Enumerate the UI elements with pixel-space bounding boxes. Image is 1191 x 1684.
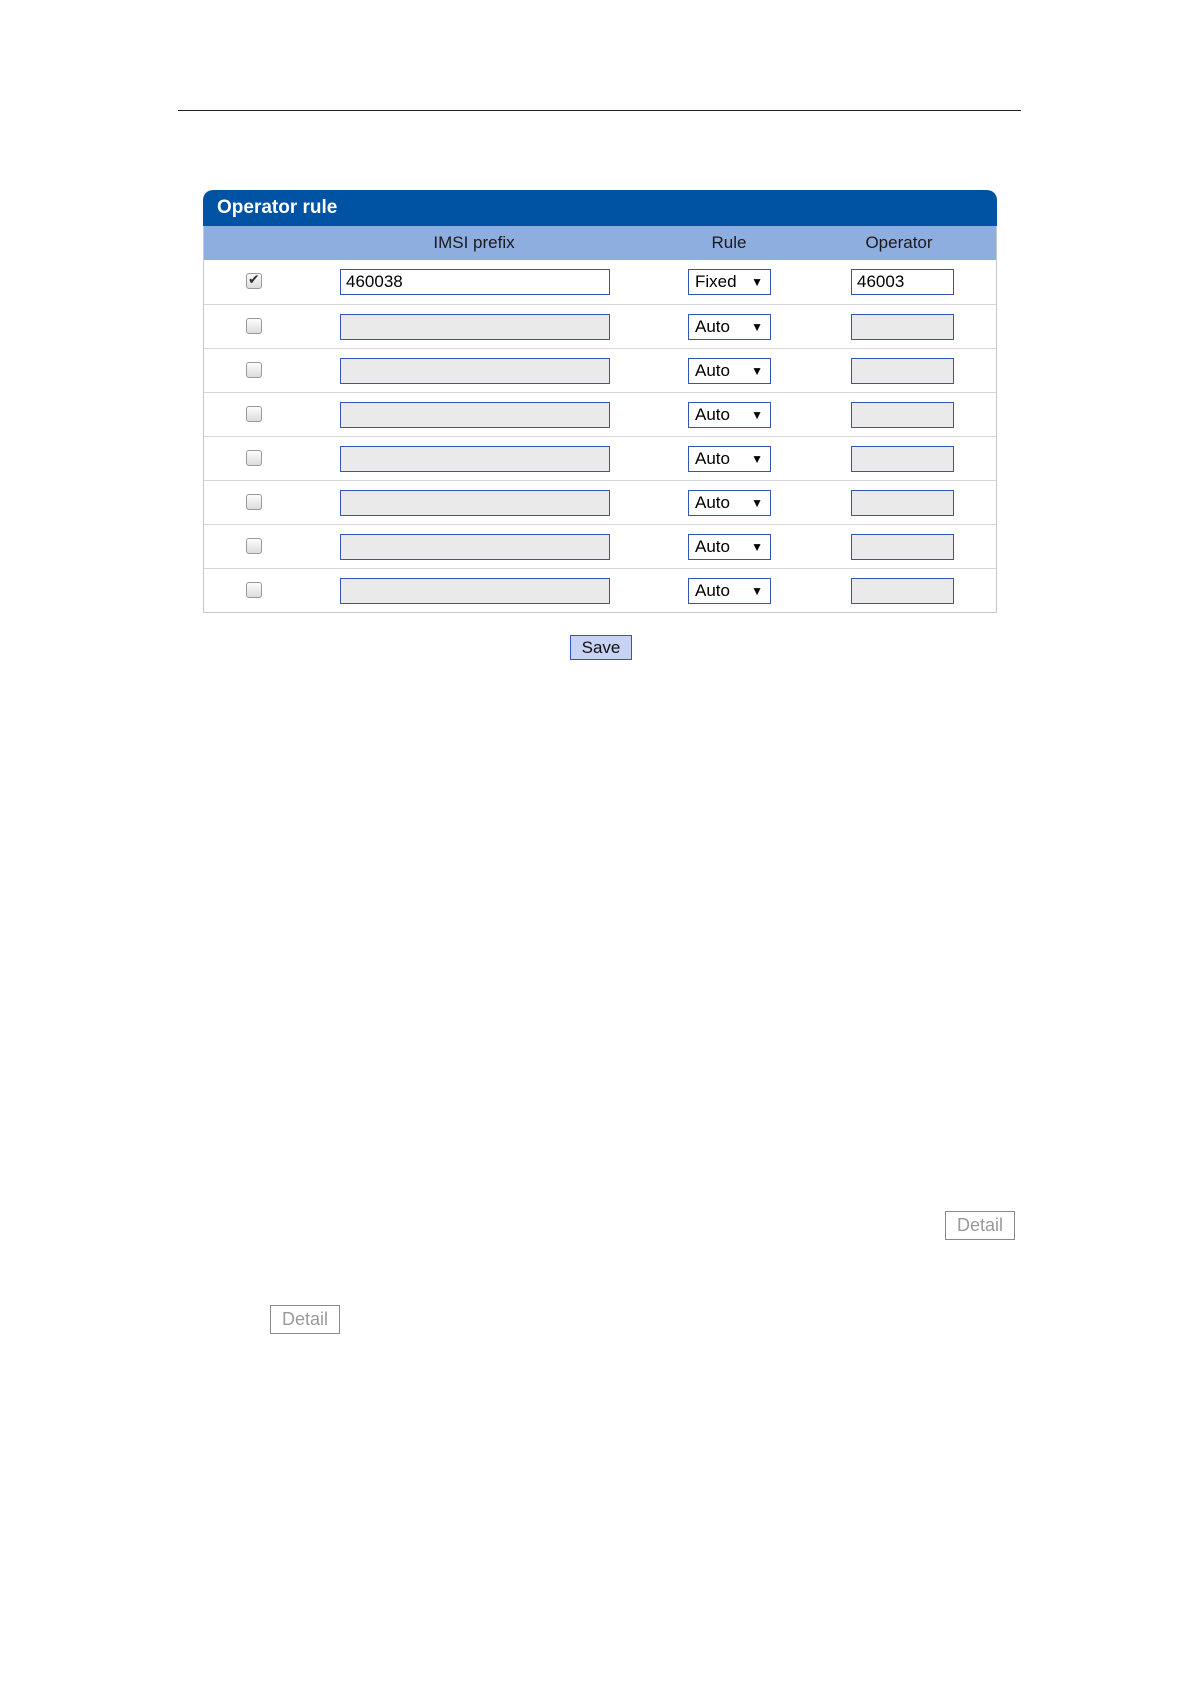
imsi-prefix-input[interactable]: 460038 <box>340 269 610 295</box>
table-row <box>204 260 996 304</box>
column-header-operator: Operator <box>865 233 933 252</box>
rule-select[interactable] <box>688 402 771 428</box>
imsi-prefix-input[interactable] <box>340 446 610 472</box>
table-row <box>204 480 996 524</box>
rule-select[interactable] <box>688 269 771 295</box>
imsi-prefix-input[interactable] <box>340 402 610 428</box>
row-enable-checkbox[interactable] <box>246 538 262 554</box>
rule-select-value: Auto <box>695 493 730 512</box>
column-header-imsi-prefix: IMSI prefix <box>433 233 515 252</box>
row-enable-checkbox[interactable] <box>246 450 262 466</box>
row-enable-checkbox[interactable] <box>246 582 262 598</box>
column-header-rule: Rule <box>711 233 747 252</box>
table-header <box>204 226 996 260</box>
operator-input[interactable] <box>851 402 954 428</box>
panel-title: Operator rule <box>203 190 997 226</box>
rule-select-value: Auto <box>695 361 730 380</box>
dropdown-arrow-icon: ▼ <box>751 584 763 598</box>
table-body <box>204 260 996 612</box>
rule-select-value: Auto <box>695 405 730 424</box>
operator-input[interactable] <box>851 578 954 604</box>
operator-input[interactable]: 46003 <box>851 269 954 295</box>
rule-select[interactable] <box>688 446 771 472</box>
row-enable-checkbox[interactable] <box>246 273 262 289</box>
dropdown-arrow-icon: ▼ <box>751 408 763 422</box>
row-enable-checkbox[interactable] <box>246 406 262 422</box>
rule-select-value: Auto <box>695 581 730 600</box>
imsi-prefix-input[interactable] <box>340 578 610 604</box>
rule-select[interactable] <box>688 358 771 384</box>
top-divider <box>178 110 1021 111</box>
dropdown-arrow-icon: ▼ <box>751 452 763 466</box>
row-enable-checkbox[interactable] <box>246 494 262 510</box>
table-row <box>204 392 996 436</box>
row-enable-checkbox[interactable] <box>246 318 262 334</box>
dropdown-arrow-icon: ▼ <box>751 540 763 554</box>
save-button[interactable]: Save <box>570 635 632 660</box>
imsi-prefix-input[interactable] <box>340 490 610 516</box>
operator-input[interactable] <box>851 490 954 516</box>
operator-rule-table <box>203 226 997 613</box>
table-row <box>204 524 996 568</box>
row-enable-checkbox[interactable] <box>246 362 262 378</box>
rule-select[interactable] <box>688 534 771 560</box>
dropdown-arrow-icon: ▼ <box>751 275 763 289</box>
table-row <box>204 436 996 480</box>
rule-select-value: Fixed <box>695 272 737 291</box>
imsi-prefix-input[interactable] <box>340 358 610 384</box>
detail-button[interactable]: Detail <box>945 1211 1015 1240</box>
dropdown-arrow-icon: ▼ <box>751 320 763 334</box>
table-row <box>204 304 996 348</box>
rule-select-value: Auto <box>695 537 730 556</box>
table-row <box>204 568 996 612</box>
rule-select[interactable] <box>688 314 771 340</box>
operator-rule-panel <box>203 190 997 613</box>
operator-input[interactable] <box>851 358 954 384</box>
operator-input[interactable] <box>851 534 954 560</box>
rule-select-value: Auto <box>695 449 730 468</box>
dropdown-arrow-icon: ▼ <box>751 364 763 378</box>
rule-select[interactable] <box>688 490 771 516</box>
dropdown-arrow-icon: ▼ <box>751 496 763 510</box>
rule-select-value: Auto <box>695 317 730 336</box>
rule-select[interactable] <box>688 578 771 604</box>
operator-input[interactable] <box>851 446 954 472</box>
detail-button[interactable]: Detail <box>270 1305 340 1334</box>
imsi-prefix-input[interactable] <box>340 314 610 340</box>
table-row <box>204 348 996 392</box>
imsi-prefix-input[interactable] <box>340 534 610 560</box>
operator-input[interactable] <box>851 314 954 340</box>
